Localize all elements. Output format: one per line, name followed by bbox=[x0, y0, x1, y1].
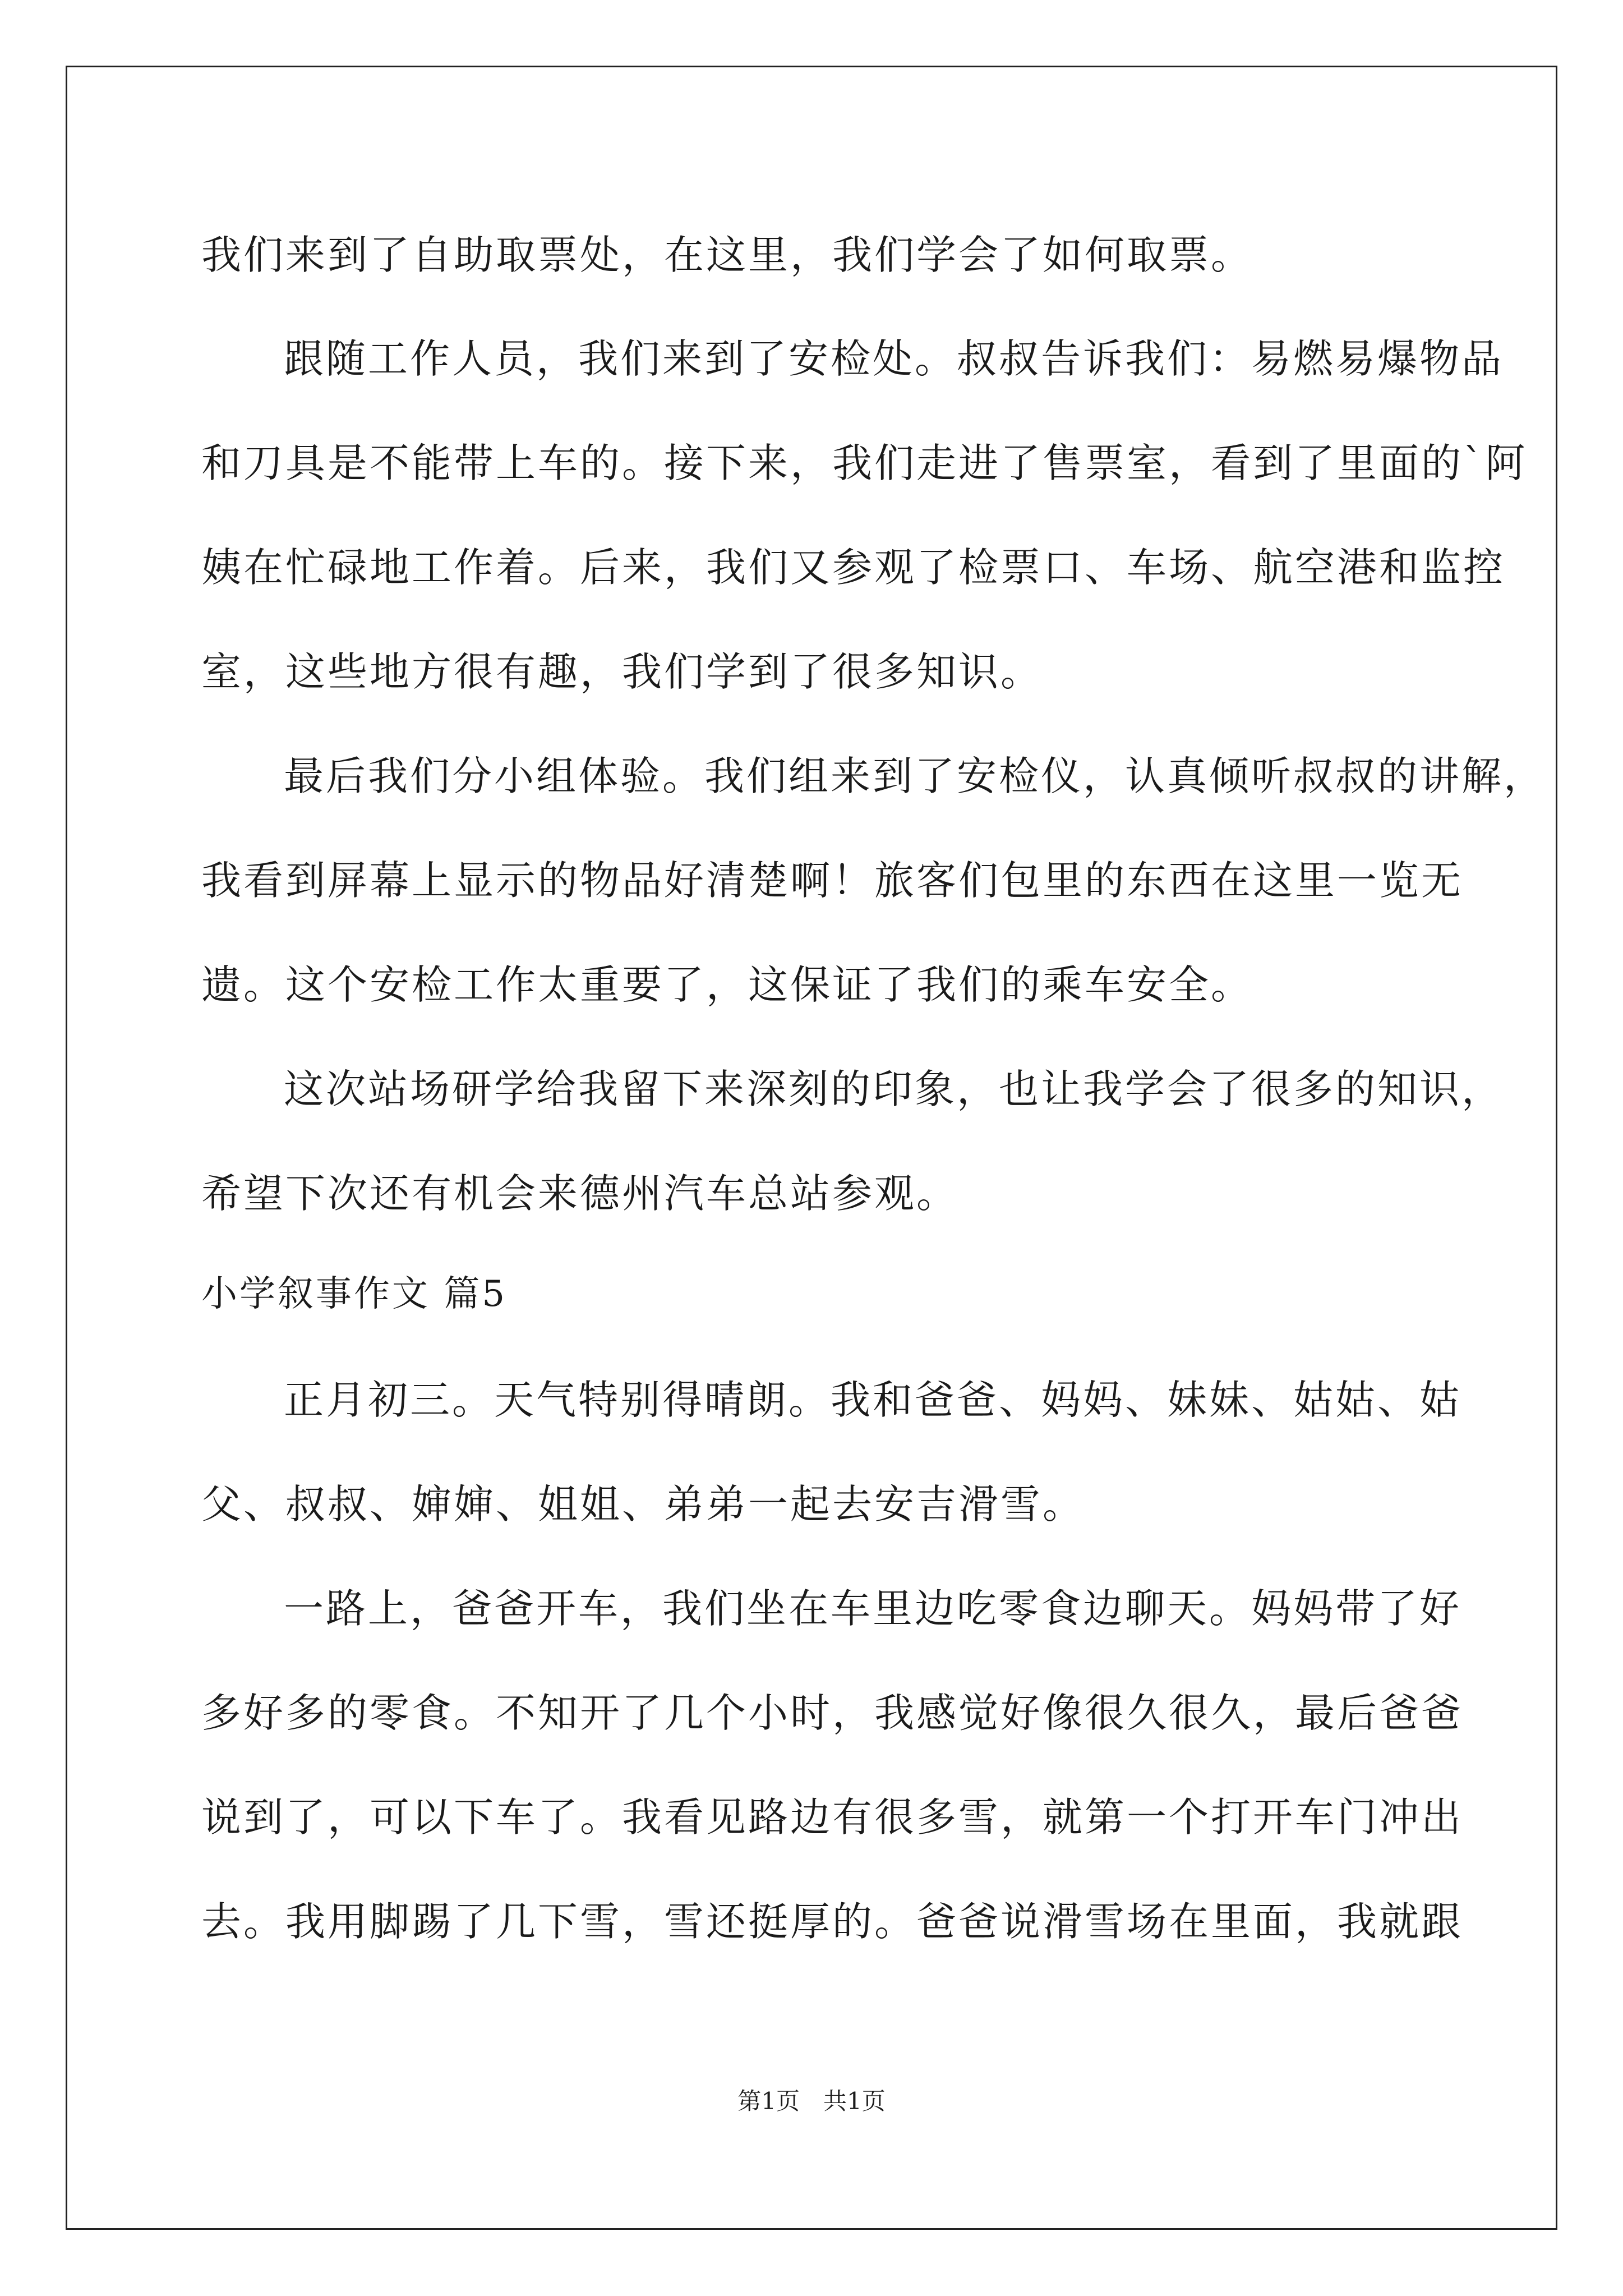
body-line-2: 跟随工作人员，我们来到了安检处。叔叔告诉我们：易燃易爆物品 bbox=[284, 335, 1504, 382]
body-line-12: 父、叔叔、婶婶、姐姐、弟弟一起去安吉滑雪。 bbox=[201, 1481, 1085, 1527]
body-line-14: 多好多的零食。不知开了几个小时，我感觉好像很久很久，最后爸爸 bbox=[201, 1690, 1464, 1736]
body-line-6: 最后我们分小组体验。我们组来到了安检仪，认真倾听叔叔的讲解， bbox=[284, 753, 1546, 799]
body-line-9: 这次站场研学给我留下来深刻的印象，也让我学会了很多的知识， bbox=[284, 1066, 1504, 1112]
body-line-16: 去。我用脚踢了几下雪，雪还挺厚的。爸爸说滑雪场在里面，我就跟 bbox=[201, 1898, 1464, 1945]
section-heading: 小学叙事作文 篇5 bbox=[201, 1273, 508, 1315]
body-line-3: 和刀具是不能带上车的。接下来，我们走进了售票室，看到了里面的`阿 bbox=[201, 440, 1528, 486]
body-line-4: 姨在忙碌地工作着。后来，我们又参观了检票口、车场、航空港和监控 bbox=[201, 544, 1506, 591]
body-line-1: 我们来到了自助取票处，在这里，我们学会了如何取票。 bbox=[201, 232, 1253, 278]
body-line-13: 一路上，爸爸开车，我们坐在车里边吃零食边聊天。妈妈带了好 bbox=[284, 1585, 1462, 1632]
body-line-15: 说到了，可以下车了。我看见路边有很多雪，就第一个打开车门冲出 bbox=[201, 1794, 1464, 1841]
body-line-5: 室，这些地方很有趣，我们学到了很多知识。 bbox=[201, 648, 1043, 695]
page-footer: 第1页 共1页 bbox=[737, 2087, 886, 2115]
body-line-11: 正月初三。天气特别得晴朗。我和爸爸、妈妈、妹妹、姑姑、姑 bbox=[284, 1377, 1462, 1423]
body-line-10: 希望下次还有机会来德州汽车总站参观。 bbox=[201, 1170, 959, 1217]
body-line-8: 遗。这个安检工作太重要了，这保证了我们的乘车安全。 bbox=[201, 961, 1253, 1008]
body-line-7: 我看到屏幕上显示的物品好清楚啊！旅客们包里的东西在这里一览无 bbox=[201, 857, 1464, 904]
